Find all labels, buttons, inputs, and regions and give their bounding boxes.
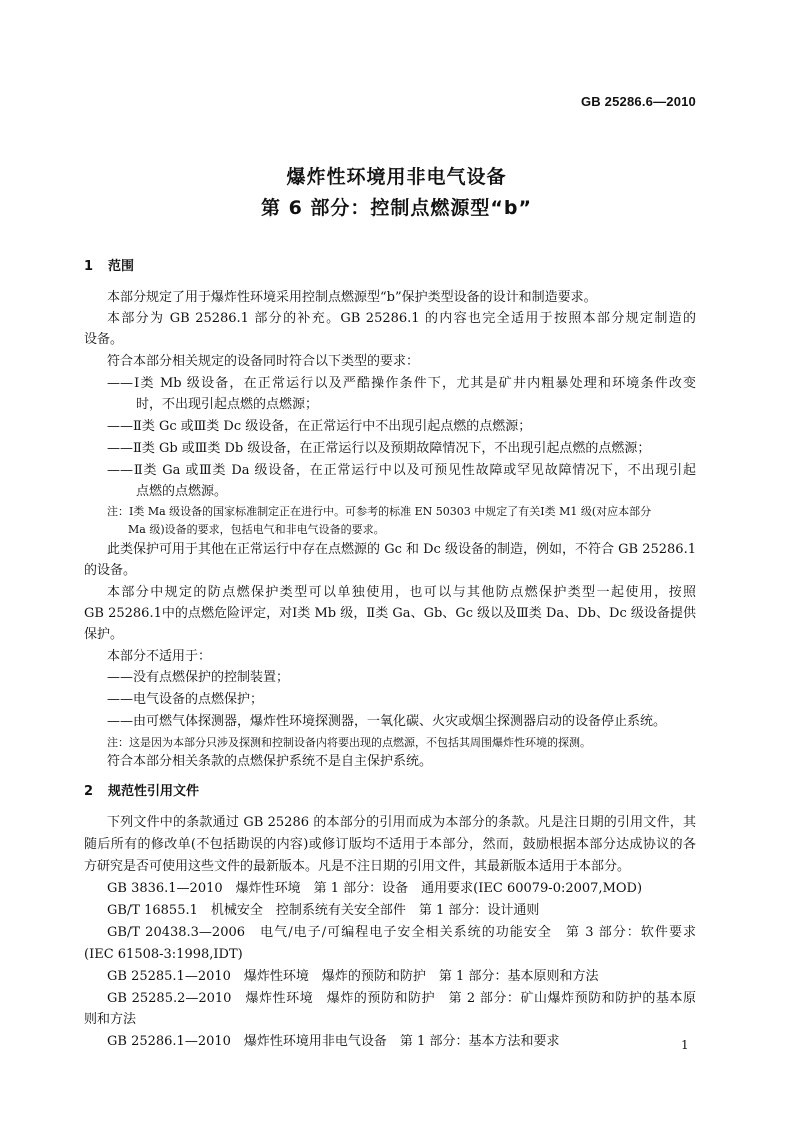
list-item: ——电气设备的点燃保护； bbox=[107, 692, 264, 707]
paragraph-line: 本部分不适用于： bbox=[107, 649, 212, 664]
paragraph-line: 保护。 bbox=[84, 627, 124, 642]
reference-item: GB 25285.2—2010 爆炸性环境 爆炸的预防和防护 第 2 部分：矿山爆炸预防和防护的基本原 bbox=[107, 991, 696, 1006]
paragraph-line: 本部分为 GB 25286.1 部分的补充。GB 25286.1 的内容也完全适用于按照本部分规定制造的 bbox=[107, 311, 696, 326]
list-item-continuation: 点燃的点燃源。 bbox=[136, 484, 228, 499]
paragraph-line: 方研究是否可使用这些文件的最新版本。凡是不注日期的引用文件，其最新版本适用于本部分。 bbox=[84, 859, 631, 874]
reference-item-continuation: 则和方法 bbox=[84, 1012, 137, 1027]
section-1-number: 1 bbox=[84, 259, 94, 274]
paragraph-line: 下列文件中的条款通过 GB 25286 的本部分的引用而成为本部分的条款。凡是注日期的引用文件，其 bbox=[107, 815, 696, 830]
paragraph-line: 此类保护可用于其他在正常运行中存在点燃源的 Gc 和 Dc 级设备的制造，例如，不符合 GB 25286.1 bbox=[107, 542, 696, 557]
reference-item: GB/T 20438.3—2006 电气/电子/可编程电子安全相关系统的功能安全 第 3 部分：软件要求 bbox=[107, 925, 696, 940]
paragraph-line: 符合本部分相关规定的设备同时符合以下类型的要求： bbox=[107, 354, 420, 369]
note: 注：Ⅰ类 Ma 级设备的国家标准制定正在进行中。可参考的标准 EN 50303 中规定了有关Ⅰ类 M1 级(对应本部分 bbox=[107, 505, 652, 518]
reference-item-continuation: (IEC 61508-3:1998,IDT) bbox=[84, 947, 243, 962]
document-title-line2: 第 6 部分：控制点燃源型“b” bbox=[260, 197, 533, 219]
list-item: ——Ⅱ类 Gc 或Ⅲ类 Dc 级设备，在正常运行中不出现引起点燃的点燃源； bbox=[107, 419, 532, 434]
reference-item: GB 3836.1—2010 爆炸性环境 第 1 部分：设备 通用要求(IEC 60079-0:2007,MOD) bbox=[107, 881, 643, 896]
list-item-continuation: 时，不出现引起点燃的点燃源； bbox=[136, 397, 319, 412]
section-2-heading bbox=[84, 781, 696, 803]
list-item: ——没有点燃保护的控制装置； bbox=[107, 670, 290, 685]
reference-item: GB/T 16855.1 机械安全 控制系统有关安全部件 第 1 部分：设计通则 bbox=[107, 903, 540, 918]
paragraph-line: 本部分规定了用于爆炸性环境采用控制点燃源型“b”保护类型设备的设计和制造要求。 bbox=[107, 290, 597, 305]
section-1-title: 范围 bbox=[108, 259, 135, 274]
list-item: ——由可燃气体探测器，爆炸性环境探测器，一氧化碳、火灾或烟尘探测器启动的设备停止系统。 bbox=[107, 714, 667, 729]
paragraph-line: 本部分中规定的防点燃保护类型可以单独使用，也可以与其他防点燃保护类型一起使用，按照 bbox=[107, 585, 696, 600]
reference-item: GB 25286.1—2010 爆炸性环境用非电气设备 第 1 部分：基本方法和要求 bbox=[107, 1034, 560, 1049]
list-item: ——Ⅱ类 Gb 或Ⅲ类 Db 级设备，在正常运行以及预期故障情况下，不出现引起点燃的点燃源； bbox=[107, 441, 651, 456]
paragraph-line: 设备。 bbox=[84, 332, 124, 347]
page-number: 1 bbox=[681, 1038, 689, 1052]
section-1-heading bbox=[84, 256, 696, 278]
document-title-line1: 爆炸性环境用非电气设备 bbox=[286, 166, 507, 188]
section-2-title: 规范性引用文件 bbox=[108, 784, 200, 799]
note-continuation: Ma 级)设备的要求，包括电气和非电气设备的要求。 bbox=[128, 523, 385, 536]
list-item: ——Ⅱ类 Ga 或Ⅲ类 Da 级设备，在正常运行中以及可预见性故障或罕见故障情况下，不出现引起 bbox=[107, 463, 696, 478]
paragraph-line: GB 25286.1中的点燃危险评定，对Ⅰ类 Mb 级，Ⅱ类 Ga、Gb、Gc 级以及Ⅲ类 Da、Db、Dc 级设备提供 bbox=[84, 606, 696, 621]
standard-number: GB 25286.6—2010 bbox=[580, 94, 696, 109]
section-2-number: 2 bbox=[84, 784, 94, 799]
note: 注：这是因为本部分只涉及探测和控制设备内将要出现的点燃源，不包括其周围爆炸性环境的探测。 bbox=[107, 736, 591, 749]
paragraph-line: 符合本部分相关条款的点燃保护系统不是自主保护系统。 bbox=[107, 754, 433, 769]
paragraph-line: 随后所有的修改单(不包括勘误的内容)或修订版均不适用于本部分，然而，鼓励根据本部分达成协议的各 bbox=[84, 837, 696, 852]
reference-item: GB 25285.1—2010 爆炸性环境 爆炸的预防和防护 第 1 部分：基本原则和方法 bbox=[107, 969, 599, 984]
list-item: ——Ⅰ类 Mb 级设备，在正常运行以及严酷操作条件下，尤其是矿井内粗暴处理和环境条件改变 bbox=[107, 376, 696, 391]
paragraph-line: 的设备。 bbox=[84, 563, 137, 578]
